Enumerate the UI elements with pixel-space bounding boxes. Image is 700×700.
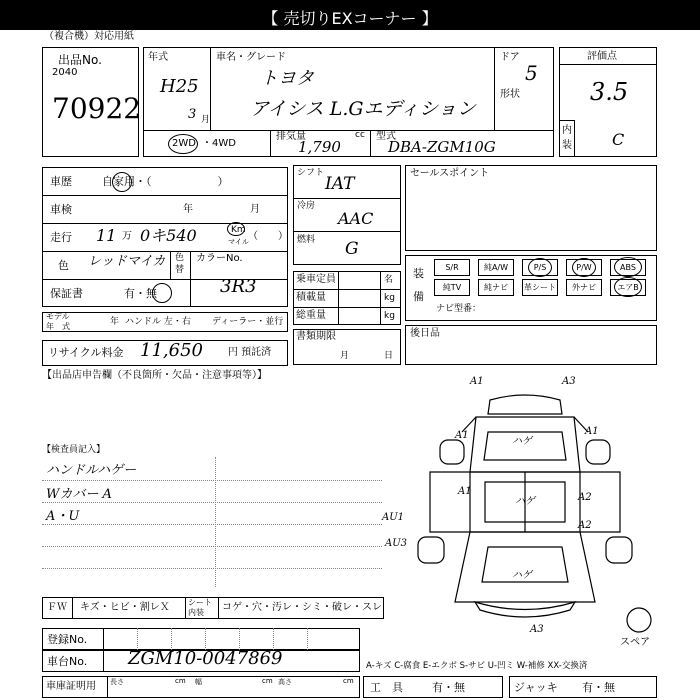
- history-circle: [112, 172, 132, 192]
- header-top-label: （複合機）対応用紙: [44, 31, 134, 42]
- tools-label: 工 具: [370, 681, 403, 694]
- inspection-year-unit: 年: [183, 204, 193, 215]
- equip-ps-circle: [528, 258, 552, 277]
- registration-label: 登録No.: [47, 633, 88, 646]
- tools-options: 有・無: [432, 681, 465, 694]
- sales-point-label: セールスポイント: [410, 168, 490, 179]
- ac-label: 冷房: [297, 201, 316, 211]
- cert-height: 高さ: [278, 678, 292, 686]
- cert-unit-2: cm: [262, 677, 273, 685]
- mark-door-a2: A2: [578, 492, 592, 503]
- deadline-month: 月: [340, 351, 350, 361]
- cert-width: 幅: [195, 678, 202, 686]
- inspection-month-unit: 月: [250, 204, 260, 215]
- equip-tv: 純TV: [434, 279, 470, 296]
- mileage-rest: 0キ540: [140, 226, 197, 245]
- drive-4wd: ・4WD: [202, 138, 236, 149]
- mileage-unit-mile: マイル: [228, 238, 249, 246]
- cert-unit-3: cm: [343, 677, 354, 685]
- model-code-label: 型式: [376, 131, 396, 142]
- mark-side-au1: AU1: [382, 512, 405, 523]
- mark-door-a1: A1: [458, 486, 472, 497]
- drive-2wd: 2WD: [172, 138, 196, 149]
- displacement-label: 排気量: [276, 131, 306, 142]
- navi-label: ナビ型番：: [436, 304, 482, 314]
- capacity-unit: 名: [384, 275, 394, 285]
- shift-value: IAT: [325, 174, 355, 194]
- warranty-options: 有・無: [124, 287, 157, 300]
- damage-legend: A-キズ C-腐食 E-エクボ S-サビ U-凹ミ W-補修 XX-交換済: [366, 661, 588, 671]
- jack-label: ジャッキ: [514, 681, 558, 694]
- certificate-label: 車庫証明用: [46, 681, 96, 692]
- equip-abs: ABS: [610, 259, 646, 276]
- seat-label-1: シート: [188, 598, 212, 607]
- shift-label: シフト: [297, 168, 325, 178]
- equipment-label-1: 装: [413, 267, 424, 280]
- handle-options: ハンドル 左・右: [125, 317, 191, 327]
- model-year-unit: 年: [110, 317, 120, 327]
- mileage-man: 11: [96, 226, 117, 245]
- inspector-label: 【検査員記入】: [42, 445, 106, 455]
- deadline-day: 日: [384, 351, 394, 361]
- capacity-label: 乗車定員: [296, 274, 336, 285]
- equip-ps: P/S: [522, 259, 558, 276]
- model-name: アイシス L.Gエディション: [250, 98, 476, 120]
- fw-text: キズ・ヒビ・割レＸ: [80, 602, 170, 613]
- chassis-label: 車台No.: [47, 655, 88, 668]
- mileage-paren: （ ）: [248, 231, 288, 242]
- score-label: 評価点: [587, 51, 617, 62]
- equip-pw-circle: [572, 258, 596, 277]
- mark-hood-hage: ハゲ: [512, 436, 532, 447]
- dealer-options: ディーラー・並行: [212, 317, 284, 327]
- equip-pw: P/W: [566, 259, 602, 276]
- banner: [0, 0, 700, 30]
- shape-label: 形状: [500, 89, 520, 100]
- mileage-km-circle: [227, 222, 245, 236]
- history-label: 車歴: [50, 175, 72, 188]
- mark-right-a1: A1: [585, 426, 599, 437]
- year-value: H25: [160, 76, 199, 97]
- equip-leather: 革シート: [522, 279, 558, 296]
- spare-label: スペア: [620, 637, 650, 648]
- color-no-label: カラーNo.: [196, 253, 243, 264]
- repaint-label-1: 色: [175, 253, 185, 263]
- equip-ext-navi: 外ナビ: [566, 279, 602, 296]
- jack-options: 有・無: [582, 681, 615, 694]
- interior-label-2: 装: [562, 140, 572, 151]
- history-options: 自家用・（ ）: [102, 175, 229, 188]
- seat-label-2: 内装: [188, 608, 204, 617]
- inspector-note-1: ハンドルハゲー: [46, 463, 137, 478]
- mark-rear-door-a2: A2: [578, 520, 592, 531]
- mileage-unit-km: Km: [231, 225, 246, 235]
- mark-roof-hage: ハゲ: [515, 496, 535, 507]
- lot-label: 出品No.: [58, 53, 102, 67]
- mark-front-a3: A3: [562, 376, 576, 387]
- year-month-unit: 月: [201, 115, 211, 125]
- lot-tag: 2040: [52, 67, 78, 78]
- seat-text: コゲ・穴・汚レ・シミ・破レ・スレ: [222, 602, 382, 613]
- recycle-label: リサイクル料金: [48, 346, 124, 359]
- seller-notes-label: 【出品店申告欄（不良箇所・欠品・注意事項等）】: [42, 370, 267, 381]
- inspector-note-2: Wカバー A: [46, 487, 112, 502]
- mileage-label: 走行: [50, 231, 72, 244]
- fuel-label: 燃料: [297, 235, 316, 245]
- chassis-value: ZGM10-0047869: [128, 648, 283, 669]
- equip-sr: S/R: [434, 259, 470, 276]
- displacement-value: 1,790: [298, 138, 341, 156]
- doors-value: 5: [525, 61, 538, 85]
- repaint-label-2: 替: [175, 265, 185, 275]
- doors-label: ドア: [500, 52, 520, 63]
- color-value: レッドマイカ: [88, 254, 166, 269]
- cert-unit-1: cm: [175, 677, 186, 685]
- interior-label-1: 内: [562, 125, 572, 136]
- equip-airbag-circle: [614, 277, 642, 297]
- mileage-unit-man: 万: [122, 231, 132, 242]
- mark-left-a1: A1: [455, 430, 469, 441]
- fw-label: ＦＷ: [47, 602, 67, 613]
- after-parts-label: 後日品: [410, 328, 440, 339]
- cert-length: 長さ: [110, 678, 124, 686]
- model-maker: トヨタ: [260, 68, 314, 89]
- equipment-label-2: 備: [413, 290, 424, 303]
- ac-value: AAC: [338, 209, 374, 228]
- gross-unit: kg: [384, 311, 395, 321]
- equip-airbag: エアB: [610, 279, 646, 296]
- interior-value: C: [612, 130, 625, 149]
- year-label: 年式: [148, 52, 168, 63]
- color-label: 色: [58, 259, 69, 272]
- car-damage-diagram: [380, 372, 670, 647]
- displacement-unit: cc: [355, 130, 365, 140]
- registration-row: [42, 628, 360, 650]
- warranty-circle: [152, 283, 172, 303]
- model-code-value: DBA-ZGM10G: [388, 138, 496, 156]
- mark-side-au3: AU3: [385, 538, 408, 549]
- equip-abs-circle: [614, 257, 642, 277]
- mark-front-a1: A1: [470, 376, 484, 387]
- recycle-unit: 円 預託済: [228, 347, 272, 358]
- load-unit: kg: [384, 293, 395, 303]
- mark-rear-hage: ハゲ: [512, 570, 532, 581]
- inspector-note-3: A・U: [46, 509, 80, 524]
- model-year-label-1: モデル: [46, 312, 70, 321]
- year-month: 3: [188, 107, 197, 122]
- inspection-label: 車検: [50, 203, 72, 216]
- mark-rear-a3: A3: [530, 624, 544, 635]
- score-value: 3.5: [590, 78, 629, 106]
- color-no: 3R3: [220, 276, 257, 297]
- model-label: 車名・グレード: [216, 52, 286, 63]
- equip-navi: 純ナビ: [478, 279, 514, 296]
- gross-label: 総重量: [296, 310, 326, 321]
- warranty-label: 保証書: [50, 287, 83, 300]
- banner-title: 【 売切りEXコーナー 】: [262, 9, 438, 28]
- equip-aw: 純A/W: [478, 259, 514, 276]
- deadline-label: 書類期限: [296, 331, 336, 342]
- fuel-value: G: [345, 239, 359, 259]
- lot-number: 70922: [52, 92, 142, 125]
- recycle-value: 11,650: [140, 340, 203, 361]
- load-label: 積載量: [296, 292, 326, 303]
- after-parts-box: [405, 325, 657, 365]
- model-year-label-2: 年 式: [46, 322, 70, 331]
